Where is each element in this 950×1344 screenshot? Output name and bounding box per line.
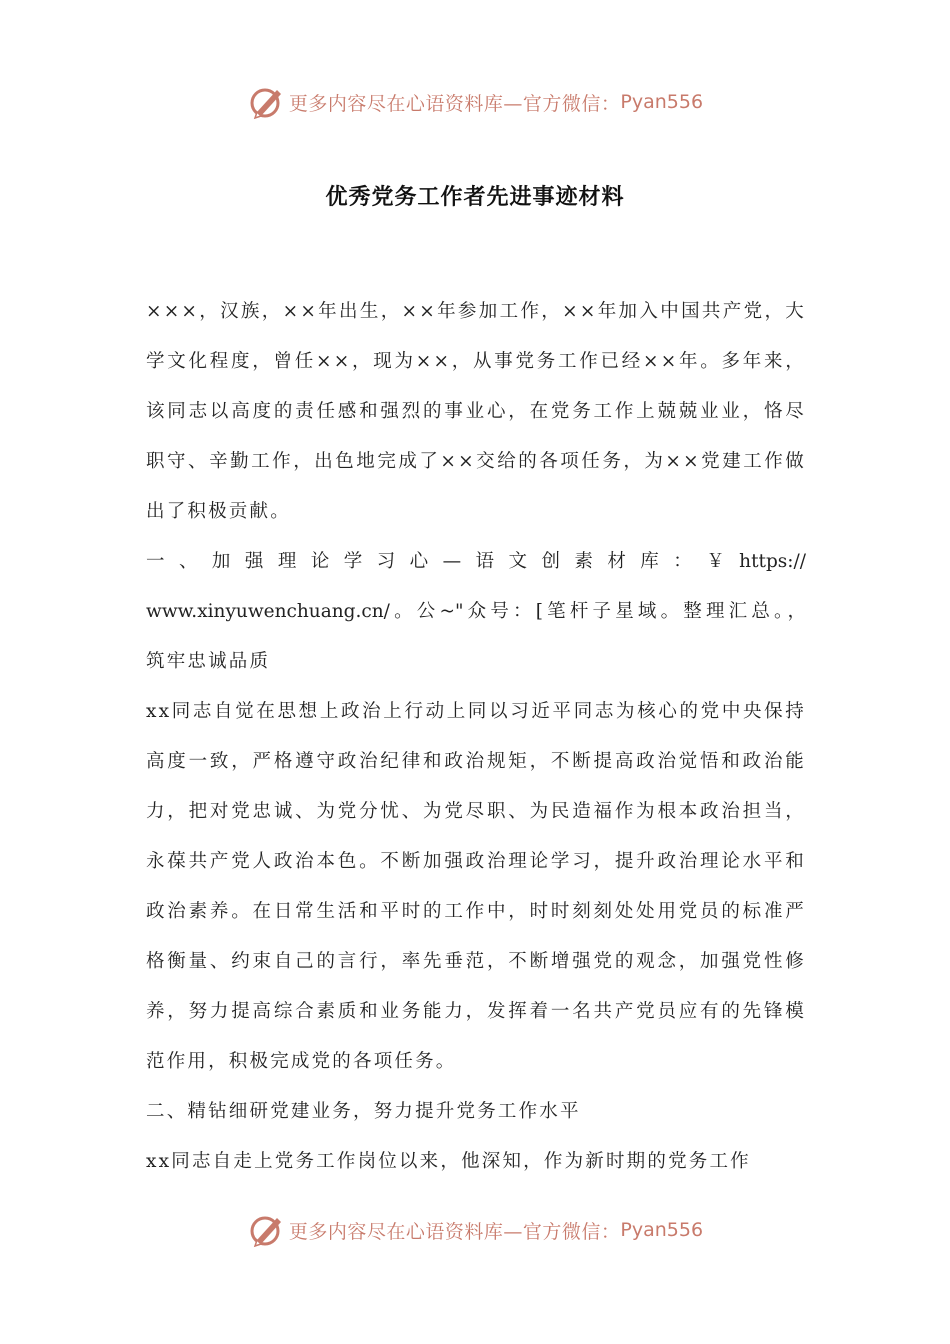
watermark-text: 更多内容尽在心语资料库—官方微信：	[288, 1220, 621, 1243]
watermark-wechat-id: Pyan556	[620, 1219, 704, 1241]
footer-watermark	[0, 1208, 950, 1252]
section-2-paragraph: xx同志自走上党务工作岗位以来，他深知，作为新时期的党务工作	[146, 1151, 751, 1172]
section-1-heading	[146, 537, 806, 687]
document-title: 优秀党务工作者先进事迹材料	[325, 185, 625, 210]
section-1-heading-line-2: www.xinyuwenchuang.cn/。公~"众号：[笔杆子星域。整理汇总。，	[146, 601, 806, 622]
pen-logo-icon	[247, 1210, 287, 1250]
pen-logo-icon	[247, 82, 287, 122]
section-1-heading-line-1: 一、加强理论学习心—语文创素材库：￥https://	[146, 551, 806, 572]
intro-paragraph: ×××，汉族，××年出生，××年参加工作，××年加入中国共产党，大学文化程度，曾任××，现为××，从事党务工作已经××年。多年来，该同志以高度的责任感和强烈的事业心，在党务工作上兢兢业业，恪尽职守、辛勤工作，出色地完成了××交给的各项任务，为××党建工作做出了积极贡献。	[146, 301, 806, 522]
section-1-heading-line-3: 筑牢忠诚品质	[146, 651, 271, 672]
watermark-wechat-id: Pyan556	[620, 91, 704, 113]
section-2-heading: 二、精钻细研党建业务，努力提升党务工作水平	[146, 1101, 581, 1122]
document-body	[146, 287, 806, 1187]
header-watermark	[0, 80, 950, 124]
watermark-text: 更多内容尽在心语资料库—官方微信：	[288, 92, 621, 115]
section-1-paragraph: xx同志自觉在思想上政治上行动上同以习近平同志为核心的党中央保持高度一致，严格遵守政治纪律和政治规矩，不断提高政治觉悟和政治能力，把对党忠诚、为党分忧、为党尽职、为民造福作为根本政治担当，永葆共产党人政治本色。不断加强政治理论学习，提升政治理论水平和政治素养。在日常生活和平时的工作中，时时刻刻处处用党员的标准严格衡量、约束自己的言行，率先垂范，不断增强党的观念，加强党性修养，努力提高综合素质和业务能力，发挥着一名共产党员应有的先锋模范作用，积极完成党的各项任务。	[146, 701, 806, 1072]
